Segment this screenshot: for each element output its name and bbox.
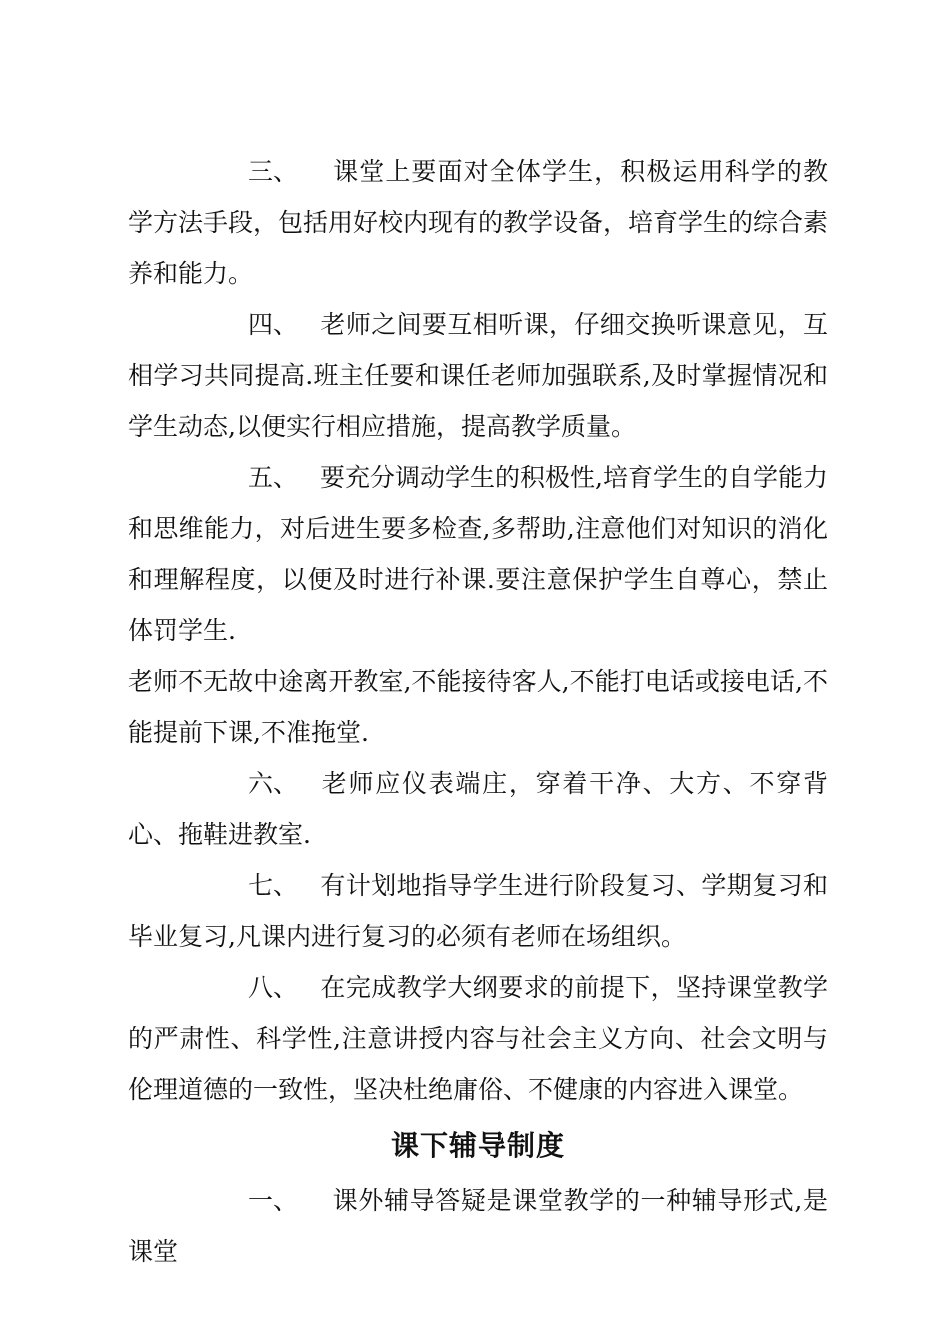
paragraph-number: 七、 — [248, 871, 299, 900]
paragraph-7 — [128, 860, 828, 962]
paragraph-4 — [128, 299, 828, 452]
paragraph-text: 在完成教学大纲要求的前提下，坚持课堂教学的严肃性、科学性,注意讲授内容与社会主义方向、社会文明与伦理道德的一致性，坚决杜绝庸俗、不健康的内容进入课堂。 — [128, 973, 828, 1104]
paragraph-text: 课堂上要面对全体学生，积极运用科学的教学方法手段，包括用好校内现有的教学设备，培育学生的综合素养和能力。 — [128, 157, 829, 288]
paragraph-text: 要充分调动学生的积极性,培育学生的自学能力和思维能力，对后进生要多检查,多帮助,注意他们对知识的消化和理解程度，以便及时进行补课.要注意保护学生自尊心，禁止体罚学生. — [128, 463, 828, 645]
paragraph-5 — [128, 452, 828, 656]
paragraph-text: 有计划地指导学生进行阶段复习、学期复习和毕业复习,凡课内进行复习的必须有老师在场组织。 — [128, 871, 828, 951]
section-title: 课下辅导制度 — [390, 1129, 565, 1162]
paragraph-number: 四、 — [248, 310, 299, 339]
paragraph-number: 六、 — [248, 769, 299, 798]
paragraph-text: 课外辅导答疑是课堂教学的一种辅导形式,是课堂 — [128, 1186, 828, 1266]
paragraph-6 — [128, 758, 828, 860]
paragraph-number: 三、 — [248, 157, 299, 186]
paragraph-unnumbered — [128, 656, 828, 758]
paragraph-number: 一、 — [248, 1186, 299, 1215]
section-paragraph-1 — [128, 1175, 828, 1277]
paragraph-text: 老师应仪表端庄，穿着干净、大方、不穿背心、拖鞋进教室. — [128, 769, 828, 849]
paragraph-text: 老师不无故中途离开教室,不能接待客人,不能打电话或接电话,不能提前下课,不准拖堂. — [128, 667, 828, 747]
paragraph-number: 八、 — [248, 973, 299, 1002]
paragraph-number: 五、 — [248, 463, 299, 492]
paragraph-8 — [128, 962, 828, 1115]
paragraph-3 — [128, 146, 828, 299]
paragraph-text: 老师之间要互相听课，仔细交换听课意见，互相学习共同提高.班主任要和课任老师加强联系,及时掌握情况和学生动态,以便实行相应措施，提高教学质量。 — [128, 310, 828, 441]
document-page — [128, 146, 828, 1277]
